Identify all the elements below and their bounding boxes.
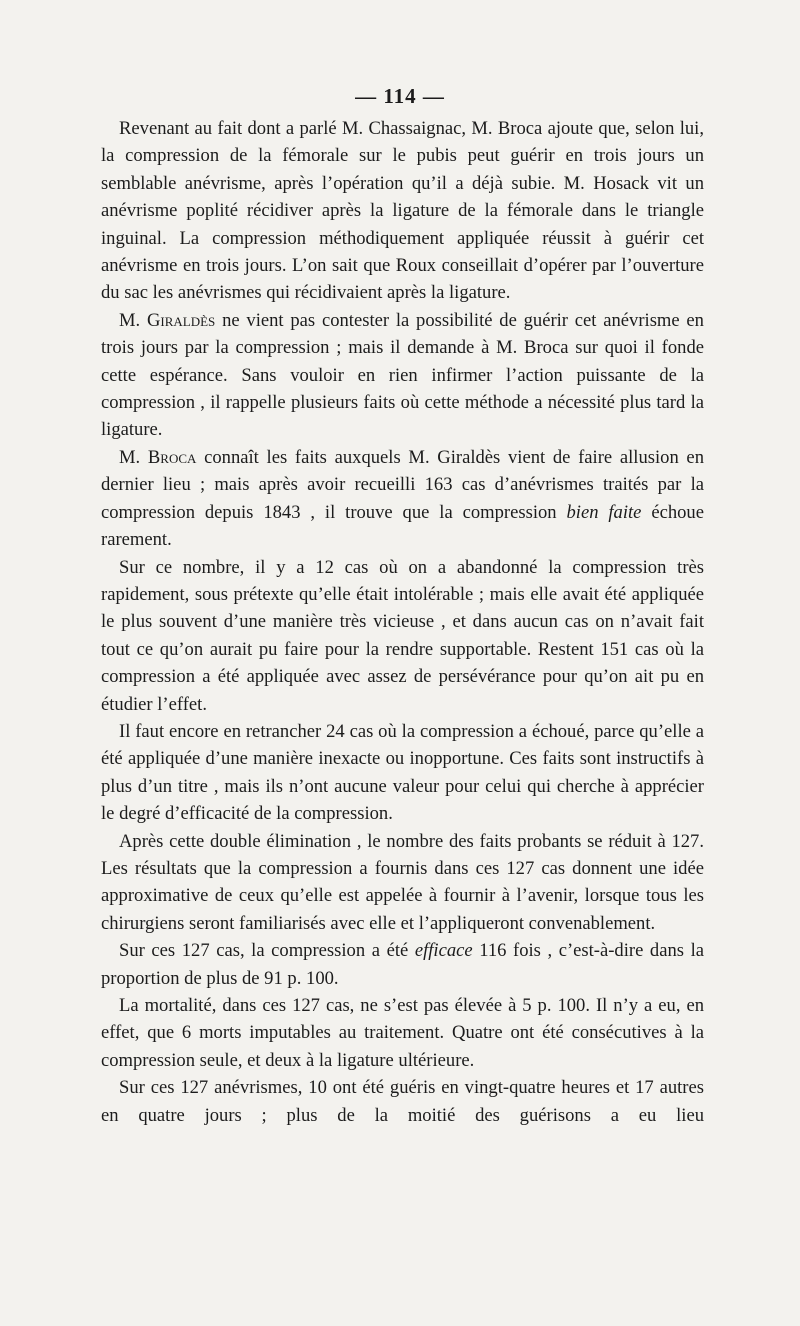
- paragraph: [101, 992, 704, 1074]
- paragraph: [101, 444, 704, 554]
- paragraph-text: La mortalité, dans ces 127 cas, ne s’est pas élevée à 5 p. 100. Il n’y a eu, en effet, que 6 morts imputables au traitement. Quatre ont été consécutives à la compression seule, et deux à la ligature ultérieure.: [101, 995, 704, 1071]
- page-number: — 114 —: [355, 84, 445, 108]
- paragraph-text: Sur ces 127 cas, la compression a été: [119, 940, 415, 962]
- paragraph-text: Sur ces 127 anévrismes, 10 ont été guéris en vingt-quatre heures et 17 autres en quatre jours ; plus de la moitié des guérisons a eu lieu: [101, 1077, 704, 1126]
- paragraph-text: M.: [119, 309, 147, 331]
- paragraph-text: Revenant au fait dont a parlé M. Chassaignac, M. Broca ajoute que, selon lui, la compression de la fémorale sur le pubis peut guérir en trois jours un semblable anévrisme, après l’opération qu’il a déjà subie. M. Hosack vit un anévrisme poplité récidiver après la ligature de la fémorale dans le triangle inguinal. La compression méthodiquement appliquée réussit à guérir cet anévrisme en trois jours. L’on sait que Roux conseillait d’opérer par l’ouverture du sac les anévrismes qui récidivaient après la ligature.: [101, 118, 704, 304]
- paragraph: [101, 718, 704, 828]
- emphasis-text: bien faite: [566, 501, 642, 523]
- paragraph: [101, 1074, 704, 1129]
- paragraph-text: ne vient pas contester la possibilité de guérir cet anévrisme en trois jours par la compression ; mais il demande à M. Broca sur quoi il fonde cette espérance. Sans vouloir en rien infirmer l’action puissante de la compression , il rappelle plusieurs faits où cette méthode a nécessité plus tard la ligature.: [101, 309, 704, 441]
- author-name: Giraldès: [146, 309, 216, 331]
- paragraph-text: M.: [119, 446, 148, 468]
- paragraph-text: Après cette double élimination , le nombre des faits probants se réduit à 127. Les résultats que la compression a fournis dans ces 127 cas donnent une idée approximative de ceux qu’elle est appelée à fournir à l’avenir, lorsque tous les chirurgiens seront familiarisés avec elle et l’appliqueront convenablement.: [101, 830, 704, 934]
- paragraph: [101, 554, 704, 718]
- author-name: Broca: [147, 446, 197, 468]
- paragraph-text: Il faut encore en retrancher 24 cas où la compression a échoué, parce qu’elle a été appliquée d’une manière inexacte ou inopportune. Ces faits sont instructifs à plus d’un titre , mais ils n’ont aucune valeur pour celui qui cherche à apprécier le degré d’efficacité de la compression.: [101, 720, 704, 825]
- paragraph-text: échoue rarement.: [101, 501, 704, 551]
- paragraph-text: connaît les faits auxquels M. Giraldès vient de faire allusion en dernier lieu ; mais après avoir recueilli 163 cas d’anévrismes traités par la compression depuis 1843 , il trouve que la compression: [101, 446, 704, 523]
- paragraph-text: Sur ce nombre, il y a 12 cas où on a abandonné la compression très rapidement, sous prétexte qu’elle était intolérable ; mais elle avait été appliquée le plus souvent d’une manière très vicieuse , et dans aucun cas on n’avait fait tout ce qu’on aurait pu faire pour la rendre supportable. Restent 151 cas où la compression a été appliquée avec assez de persévérance pour qu’on ait pu en étudier l’effet.: [101, 556, 704, 715]
- paragraph: [101, 115, 704, 307]
- body-text: [101, 115, 704, 1129]
- paragraph: [101, 937, 704, 992]
- paragraph: [101, 307, 704, 444]
- emphasis-text: efficace: [414, 940, 473, 962]
- paragraph-text: 116 fois , c’est-à-dire dans la proportion de plus de 91 p. 100.: [101, 940, 705, 989]
- paragraph: [101, 828, 704, 938]
